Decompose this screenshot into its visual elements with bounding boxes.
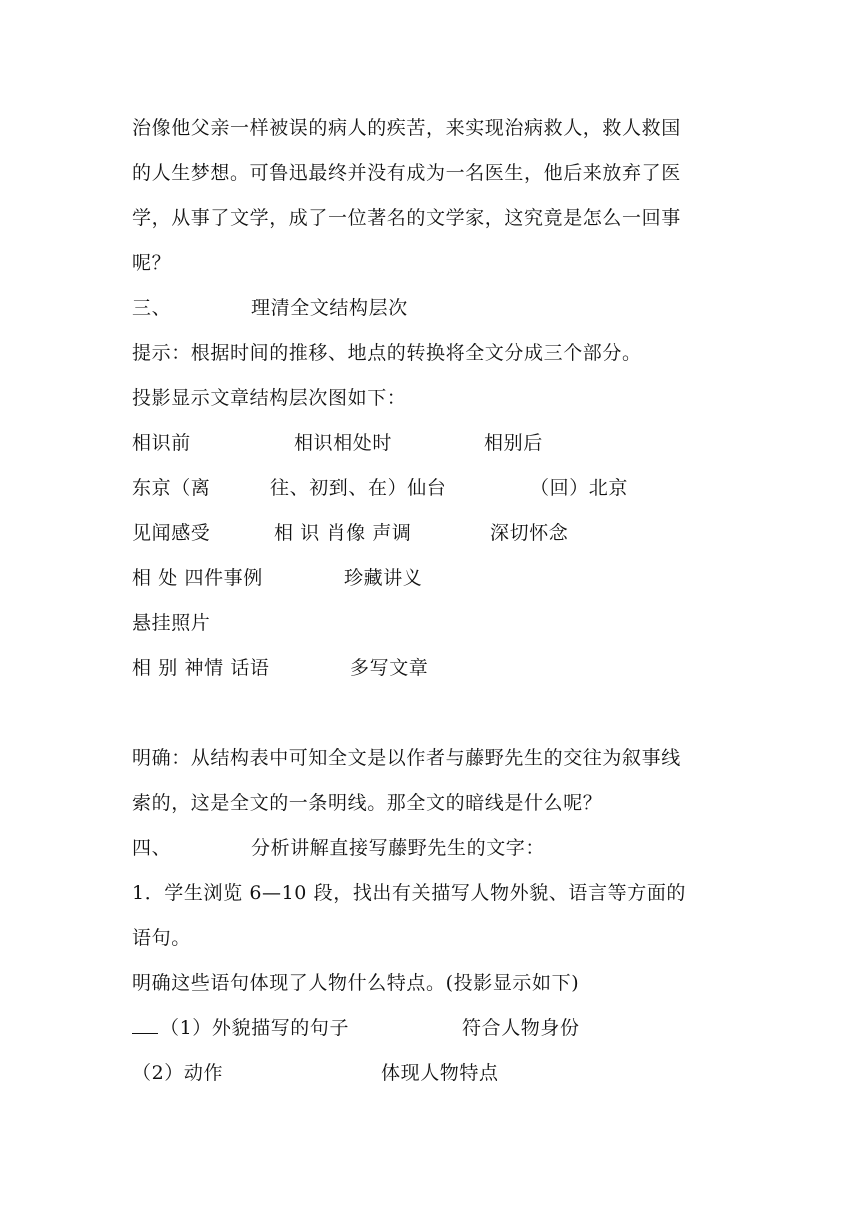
structure-row3-col1: 见闻感受 <box>132 522 211 544</box>
structure-row6-col2: 多写文章 <box>350 657 429 679</box>
structure-row3-col2: 相 识 肖像 声调 <box>274 522 412 544</box>
structure-row1-col3: 相别后 <box>484 432 543 454</box>
clarify1-line-1: 明确：从结构表中可知全文是以作者与藤野先生的交往为叙事线 <box>132 747 681 769</box>
section3-projection: 投影显示文章结构层次图如下： <box>132 387 407 409</box>
structure-row5-col1: 悬挂照片 <box>132 612 211 634</box>
intro-line-4: 呢？ <box>132 252 172 274</box>
table2-row2-col1: （2）动作 <box>132 1062 224 1084</box>
clarify1-line-2: 索的，这是全文的一条明线。那全文的暗线是什么呢？ <box>132 792 603 814</box>
section3-number: 三、 <box>132 297 172 319</box>
table2-row1-col2: 符合人物身份 <box>462 1017 580 1039</box>
section4-title: 分析讲解直接写藤野先生的文字： <box>251 837 546 859</box>
blank-underline <box>132 1017 158 1034</box>
section3-title: 理清全文结构层次 <box>251 297 408 319</box>
section4-clarify: 明确这些语句体现了人物什么特点。(投影显示如下) <box>132 972 580 994</box>
structure-row2-col3: （回）北京 <box>530 477 629 499</box>
structure-row4-col1: 相 处 四件事例 <box>132 567 263 589</box>
section4-number: 四、 <box>132 837 172 859</box>
structure-row6-col1: 相 别 神情 话语 <box>132 657 270 679</box>
table2-row1-col1 <box>132 1016 349 1040</box>
section4-item1-line-2: 语句。 <box>132 927 191 949</box>
structure-row2-col1: 东京（离 <box>132 477 211 499</box>
structure-row3-col3: 深切怀念 <box>490 522 569 544</box>
structure-row2-col2: 往、初到、在）仙台 <box>270 477 447 499</box>
intro-line-1: 治像他父亲一样被误的病人的疾苦，来实现治病救人，救人救国 <box>132 117 681 139</box>
structure-row1-col2: 相识相处时 <box>294 432 393 454</box>
intro-line-3: 学，从事了文学，成了一位著名的文学家，这究竟是怎么一回事 <box>132 207 681 229</box>
structure-row4-col2: 珍藏讲义 <box>344 567 423 589</box>
table2-row1-col1-text: （1）外貌描写的句子 <box>160 1017 350 1039</box>
structure-row1-col1: 相识前 <box>132 432 191 454</box>
intro-line-2: 的人生梦想。可鲁迅最终并没有成为一名医生，他后来放弃了医 <box>132 162 681 184</box>
section3-hint: 提示：根据时间的推移、地点的转换将全文分成三个部分。 <box>132 342 642 364</box>
table2-row2-col2: 体现人物特点 <box>381 1062 499 1084</box>
section4-item1-line-1: 1．学生浏览 6—10 段，找出有关描写人物外貌、语言等方面的 <box>132 882 687 904</box>
